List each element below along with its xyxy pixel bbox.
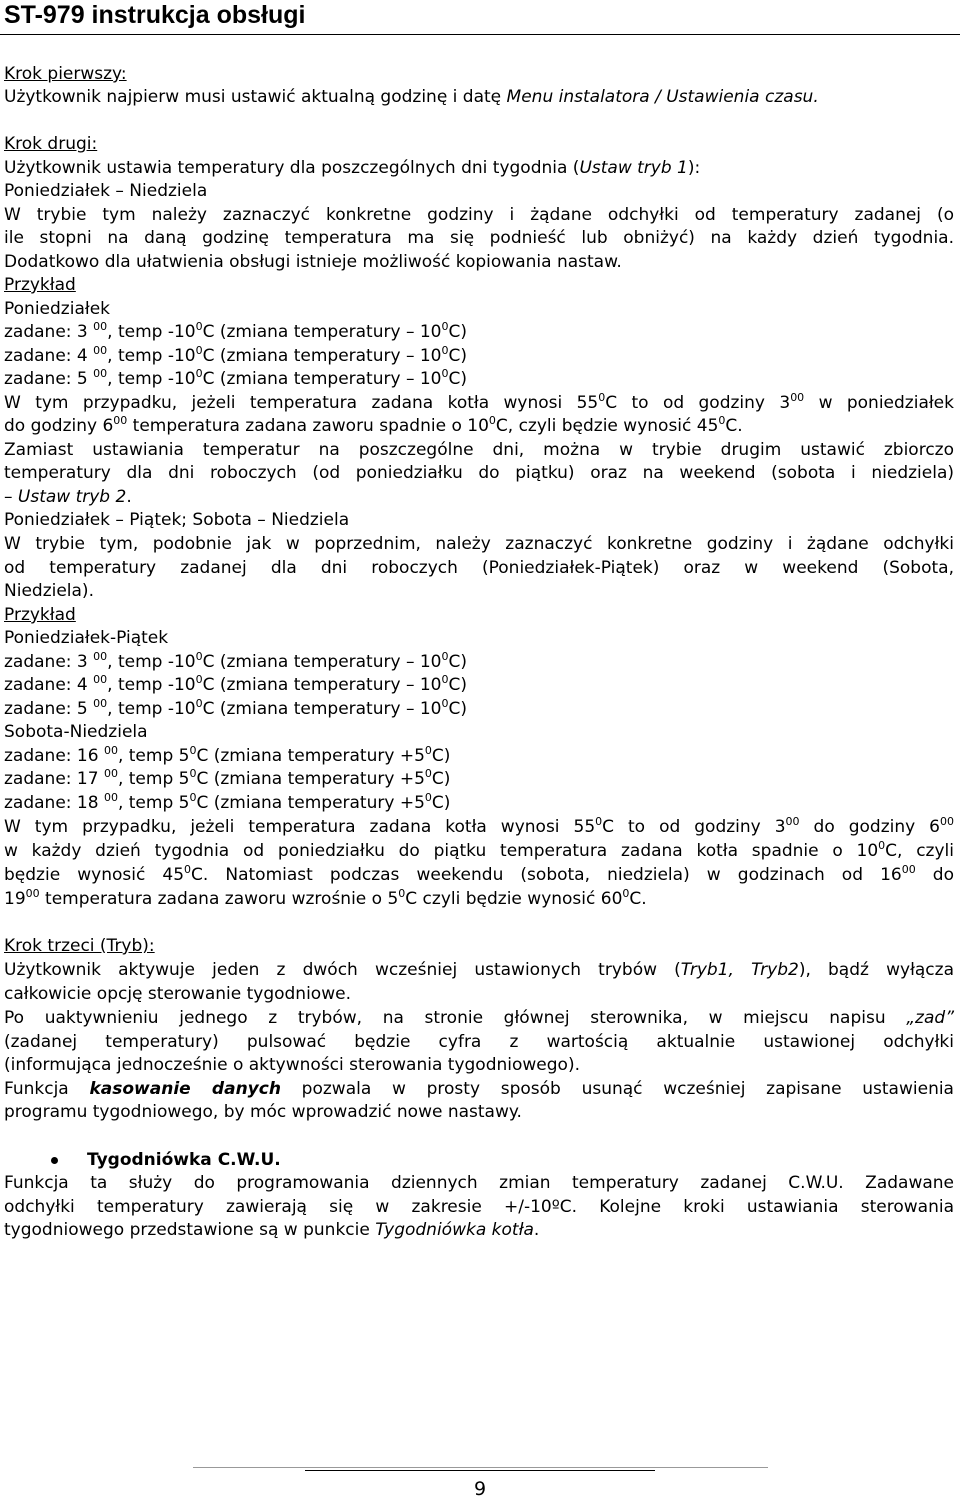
paragraph-line: Zamiast ustawiania temperatur na poszczególne dni, można w trybie drugim ustawić zbiorczo [4,440,954,460]
example-setting: zadane: 3 $^{00}$, temp $-10^0C$ (zmiana temperatury – $10^0C$) [4,320,468,342]
step2-heading: Krok drugi: [4,134,98,154]
paragraph-line: W tym przypadku, jeżeli temperatura zadana kotła wynosi $55^0C$ to od godziny $3^{00}$ w poniedziałek [4,391,954,413]
paragraph-line: Użytkownik aktywuje jeden z dwóch wcześniej ustawionych trybów (Tryb1, Tryb2), bądź wyłącza [4,960,954,980]
bullet-icon [51,1157,58,1164]
paragraph-line: ile stopni na daną godzinę temperatura ma się podnieść lub obniżyć) na każdy dzień tygodnia. [4,228,954,248]
example-setting: zadane: 18 $^{00}$, temp $5^0C$ (zmiana temperatury $+5^0C$) [4,791,451,813]
paragraph-line: W tym przypadku, jeżeli temperatura zadana kotła wynosi $55^0C$ to od godziny $3^{00}$ do godziny $6^{00}$ [4,815,954,837]
paragraph-line: – Ustaw tryb 2. [4,487,132,507]
paragraph-line: W trybie tym należy zaznaczyć konkretne godziny i żądane odchyłki od temperatury zadanej (o [4,205,954,225]
paragraph-line: Funkcja ta służy do programowania dziennych zmian temperatury zadanej C.W.U. Zadawane [4,1173,954,1193]
step2-days: Poniedziałek – Niedziela [4,181,208,201]
header-divider [0,34,960,35]
footer-divider [193,1467,768,1468]
page-number: 9 [473,1478,487,1500]
example-setting: zadane: 4 $^{00}$, temp $-10^0C$ (zmiana temperatury – $10^0C$) [4,673,468,695]
paragraph-line: temperatury dla dni roboczych (od poniedziałku do piątku) oraz na weekend (sobota i niedziela) [4,463,954,483]
paragraph-line: Funkcja kasowanie danych pozwala w prosty sposób usunąć wcześniej zapisane ustawienia [4,1079,954,1099]
example-label: Przykład [4,605,76,625]
paragraph-line: $19^{00}$ temperatura zadana zaworu wzrośnie o $5^0C$ czyli będzie wynosić $60^0C$. [4,887,647,909]
step2-days-grouped: Poniedziałek – Piątek; Sobota – Niedziela [4,510,350,530]
paragraph-line: Niedziela). [4,581,94,601]
paragraph-line: do godziny $6^{00}$ temperatura zadana zaworu spadnie o $10^0C$, czyli będzie wynosić $45^0C$. [4,414,743,436]
example-setting: zadane: 17 $^{00}$, temp $5^0C$ (zmiana temperatury $+5^0C$) [4,767,451,789]
paragraph-line: W trybie tym, podobnie jak w poprzednim, należy zaznaczyć konkretne godziny i żądane odchyłki [4,534,954,554]
paragraph-line: będzie wynosić $45^0C$. Natomiast podczas weekendu (sobota, niedziela) w godzinach od $16^{00}$ do [4,863,954,885]
dhw-heading: Tygodniówka C.W.U. [87,1150,281,1170]
example-day: Poniedziałek [4,299,110,319]
paragraph-line: w każdy dzień tygodnia od poniedziałku do piątku temperatura zadana kotła spadnie o $10^0C$, czyli [4,839,954,861]
example-setting: zadane: 16 $^{00}$, temp $5^0C$ (zmiana temperatury $+5^0C$) [4,744,451,766]
example-setting: zadane: 5 $^{00}$, temp $-10^0C$ (zmiana temperatury – $10^0C$) [4,367,468,389]
step1-heading: Krok pierwszy: [4,64,127,84]
step1-text: Użytkownik najpierw musi ustawić aktualną godzinę i datę Menu instalatora / Ustawienia czasu. [4,87,819,107]
paragraph-line: programu tygodniowego, by móc wprowadzić nowe nastawy. [4,1102,522,1122]
example-setting: zadane: 4 $^{00}$, temp $-10^0C$ (zmiana temperatury – $10^0C$) [4,344,468,366]
paragraph-line: Dodatkowo dla ułatwienia obsługi istnieje możliwość kopiowania nastaw. [4,252,622,272]
paragraph-line: całkowicie opcję sterowanie tygodniowe. [4,984,351,1004]
paragraph-line: (zadanej temperatury) pulsować będzie cyfra z wartością aktualnie ustawionej odchyłki [4,1032,954,1052]
paragraph-line: od temperatury zadanej dla dni roboczych (Poniedziałek-Piątek) oraz w weekend (Sobota, [4,558,954,578]
step3-heading: Krok trzeci (Tryb): [4,936,155,956]
step2-intro: Użytkownik ustawia temperatury dla poszczególnych dni tygodnia (Ustaw tryb 1): [4,158,701,178]
page-title: ST-979 instrukcja obsługi [4,1,306,29]
example-setting: zadane: 5 $^{00}$, temp $-10^0C$ (zmiana temperatury – $10^0C$) [4,697,468,719]
paragraph-line: tygodniowego przedstawione są w punkcie Tygodniówka kotła. [4,1220,540,1240]
paragraph-line: Po uaktywnieniu jednego z trybów, na stronie głównej sterownika, w miejscu napisu „zad” [4,1008,954,1028]
example-setting: zadane: 3 $^{00}$, temp $-10^0C$ (zmiana temperatury – $10^0C$) [4,650,468,672]
footer-divider [305,1470,655,1471]
example-day: Sobota-Niedziela [4,722,148,742]
example-day: Poniedziałek-Piątek [4,628,169,648]
paragraph-line: (informująca jednocześnie o aktywności sterowania tygodniowego). [4,1055,580,1075]
example-label: Przykład [4,275,76,295]
paragraph-line: odchyłki temperatury zawierają się w zakresie +/-10ºC. Kolejne kroki ustawiania sterowania [4,1197,954,1217]
